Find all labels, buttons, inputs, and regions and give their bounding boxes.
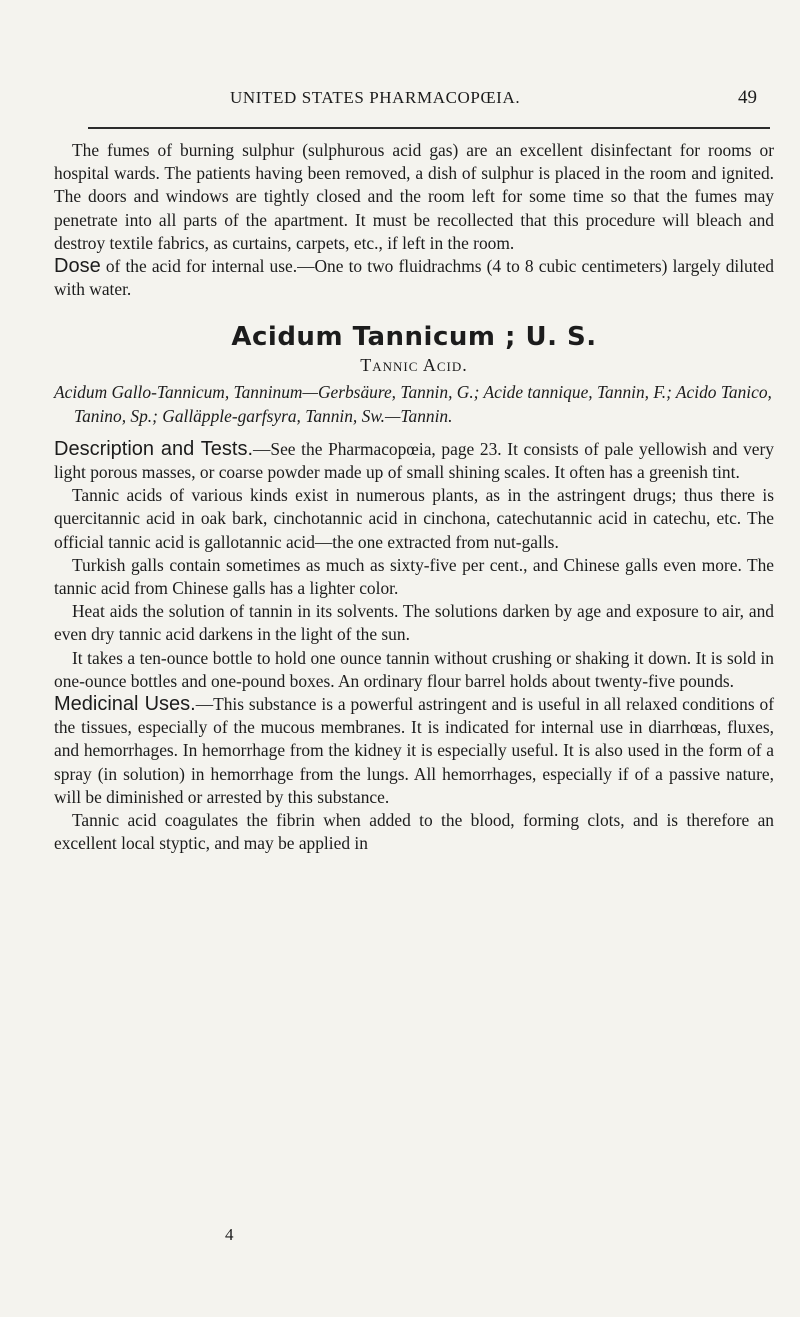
running-head — [0, 88, 800, 114]
page-body — [54, 139, 774, 855]
description-heading: Description and Tests. — [54, 437, 254, 460]
paragraph-coagulates: Tannic acid coagulates the fibrin when added to the blood, forming clots, and is therefore an excellent local styptic, and may be applied in — [54, 810, 774, 854]
synonyms: Acidum Gallo-Tannicum, Tanninum—Gerbsäure, Tannin, G.; Acide tannique, Tannin, F.; Acido Tanico, Tanino, Sp.; Galläpple-garfsyra, Tannin, Sw.—Tannin. — [54, 382, 772, 426]
paragraph-bottle: It takes a ten-ounce bottle to hold one ounce tannin without crushing or shaking it down. It is sold in one-ounce bottles and one-pound boxes. An ordinary flour barrel holds about twenty-five pounds. — [54, 647, 774, 691]
paragraph-medicinal — [54, 693, 774, 809]
medicinal-text: —This substance is a powerful astringent and is useful in all relaxed conditions of the tissues, especially of the mucous membranes. It is indicated for internal use in diarrhœas, fluxes, and hemorrhages. In hemorrhage from the kidney it is especially useful. It is also used in the form of a spray (in solution) in hemorrhage from the lungs. All hemorrhages, especially if of a passive nature, will be diminished or arrested by this substance. — [54, 694, 774, 807]
paragraph-turkish-galls: Turkish galls contain sometimes as much as sixty-five per cent., and Chinese galls even more. The tannic acid from Chinese galls has a lighter color. — [54, 554, 774, 599]
page-number: 49 — [738, 87, 757, 108]
paragraph-dose — [54, 255, 774, 301]
medicinal-heading: Medicinal Uses. — [54, 693, 196, 716]
section-subtitle: Tannic Acid. — [360, 355, 468, 376]
dose-text: of the acid for internal use.—One to two fluidrachms (4 to 8 cubic centimeters) largely diluted with water. — [54, 256, 774, 300]
signature-mark: 4 — [225, 1225, 234, 1244]
description-text: —See the Pharmacopœia, page 23. It consists of pale yellowish and very light porous masses, or coarse powder made up of small shining scales. It often has a greenish tint. — [54, 438, 774, 483]
section-title: Acidum Tannicum ; U. S. — [231, 322, 597, 353]
dose-heading: Dose — [54, 255, 101, 278]
paragraph-tannic-acids: Tannic acids of various kinds exist in numerous plants, as in the astringent drugs; thus there is quercitannic acid in oak bark, cinchotannic acid in cinchona, catechutannic acid in catechu, etc. The official tannic acid is gallotannic acid—the one extracted from nut-galls. — [54, 485, 774, 552]
paragraph-sulphur-fumes: The fumes of burning sulphur (sulphurous acid gas) are an excellent disinfectant for rooms or hospital wards. The patients having been removed, a dish of sulphur is placed in the room and ignited. The doors and windows are tightly closed and the room left for some time so that the fumes may penetrate into all parts of the apartment. It must be recollected that this procedure will bleach and destroy textile fabrics, as curtains, carpets, etc., if left in the room. — [54, 140, 774, 253]
paragraph-heat: Heat aids the solution of tannin in its solvents. The solutions darken by age and exposure to air, and even dry tannic acid darkens in the light of the sun. — [54, 601, 774, 645]
paragraph-description — [54, 438, 774, 484]
header-rule — [88, 127, 770, 129]
running-title: UNITED STATES PHARMACOPŒIA. — [230, 88, 521, 107]
